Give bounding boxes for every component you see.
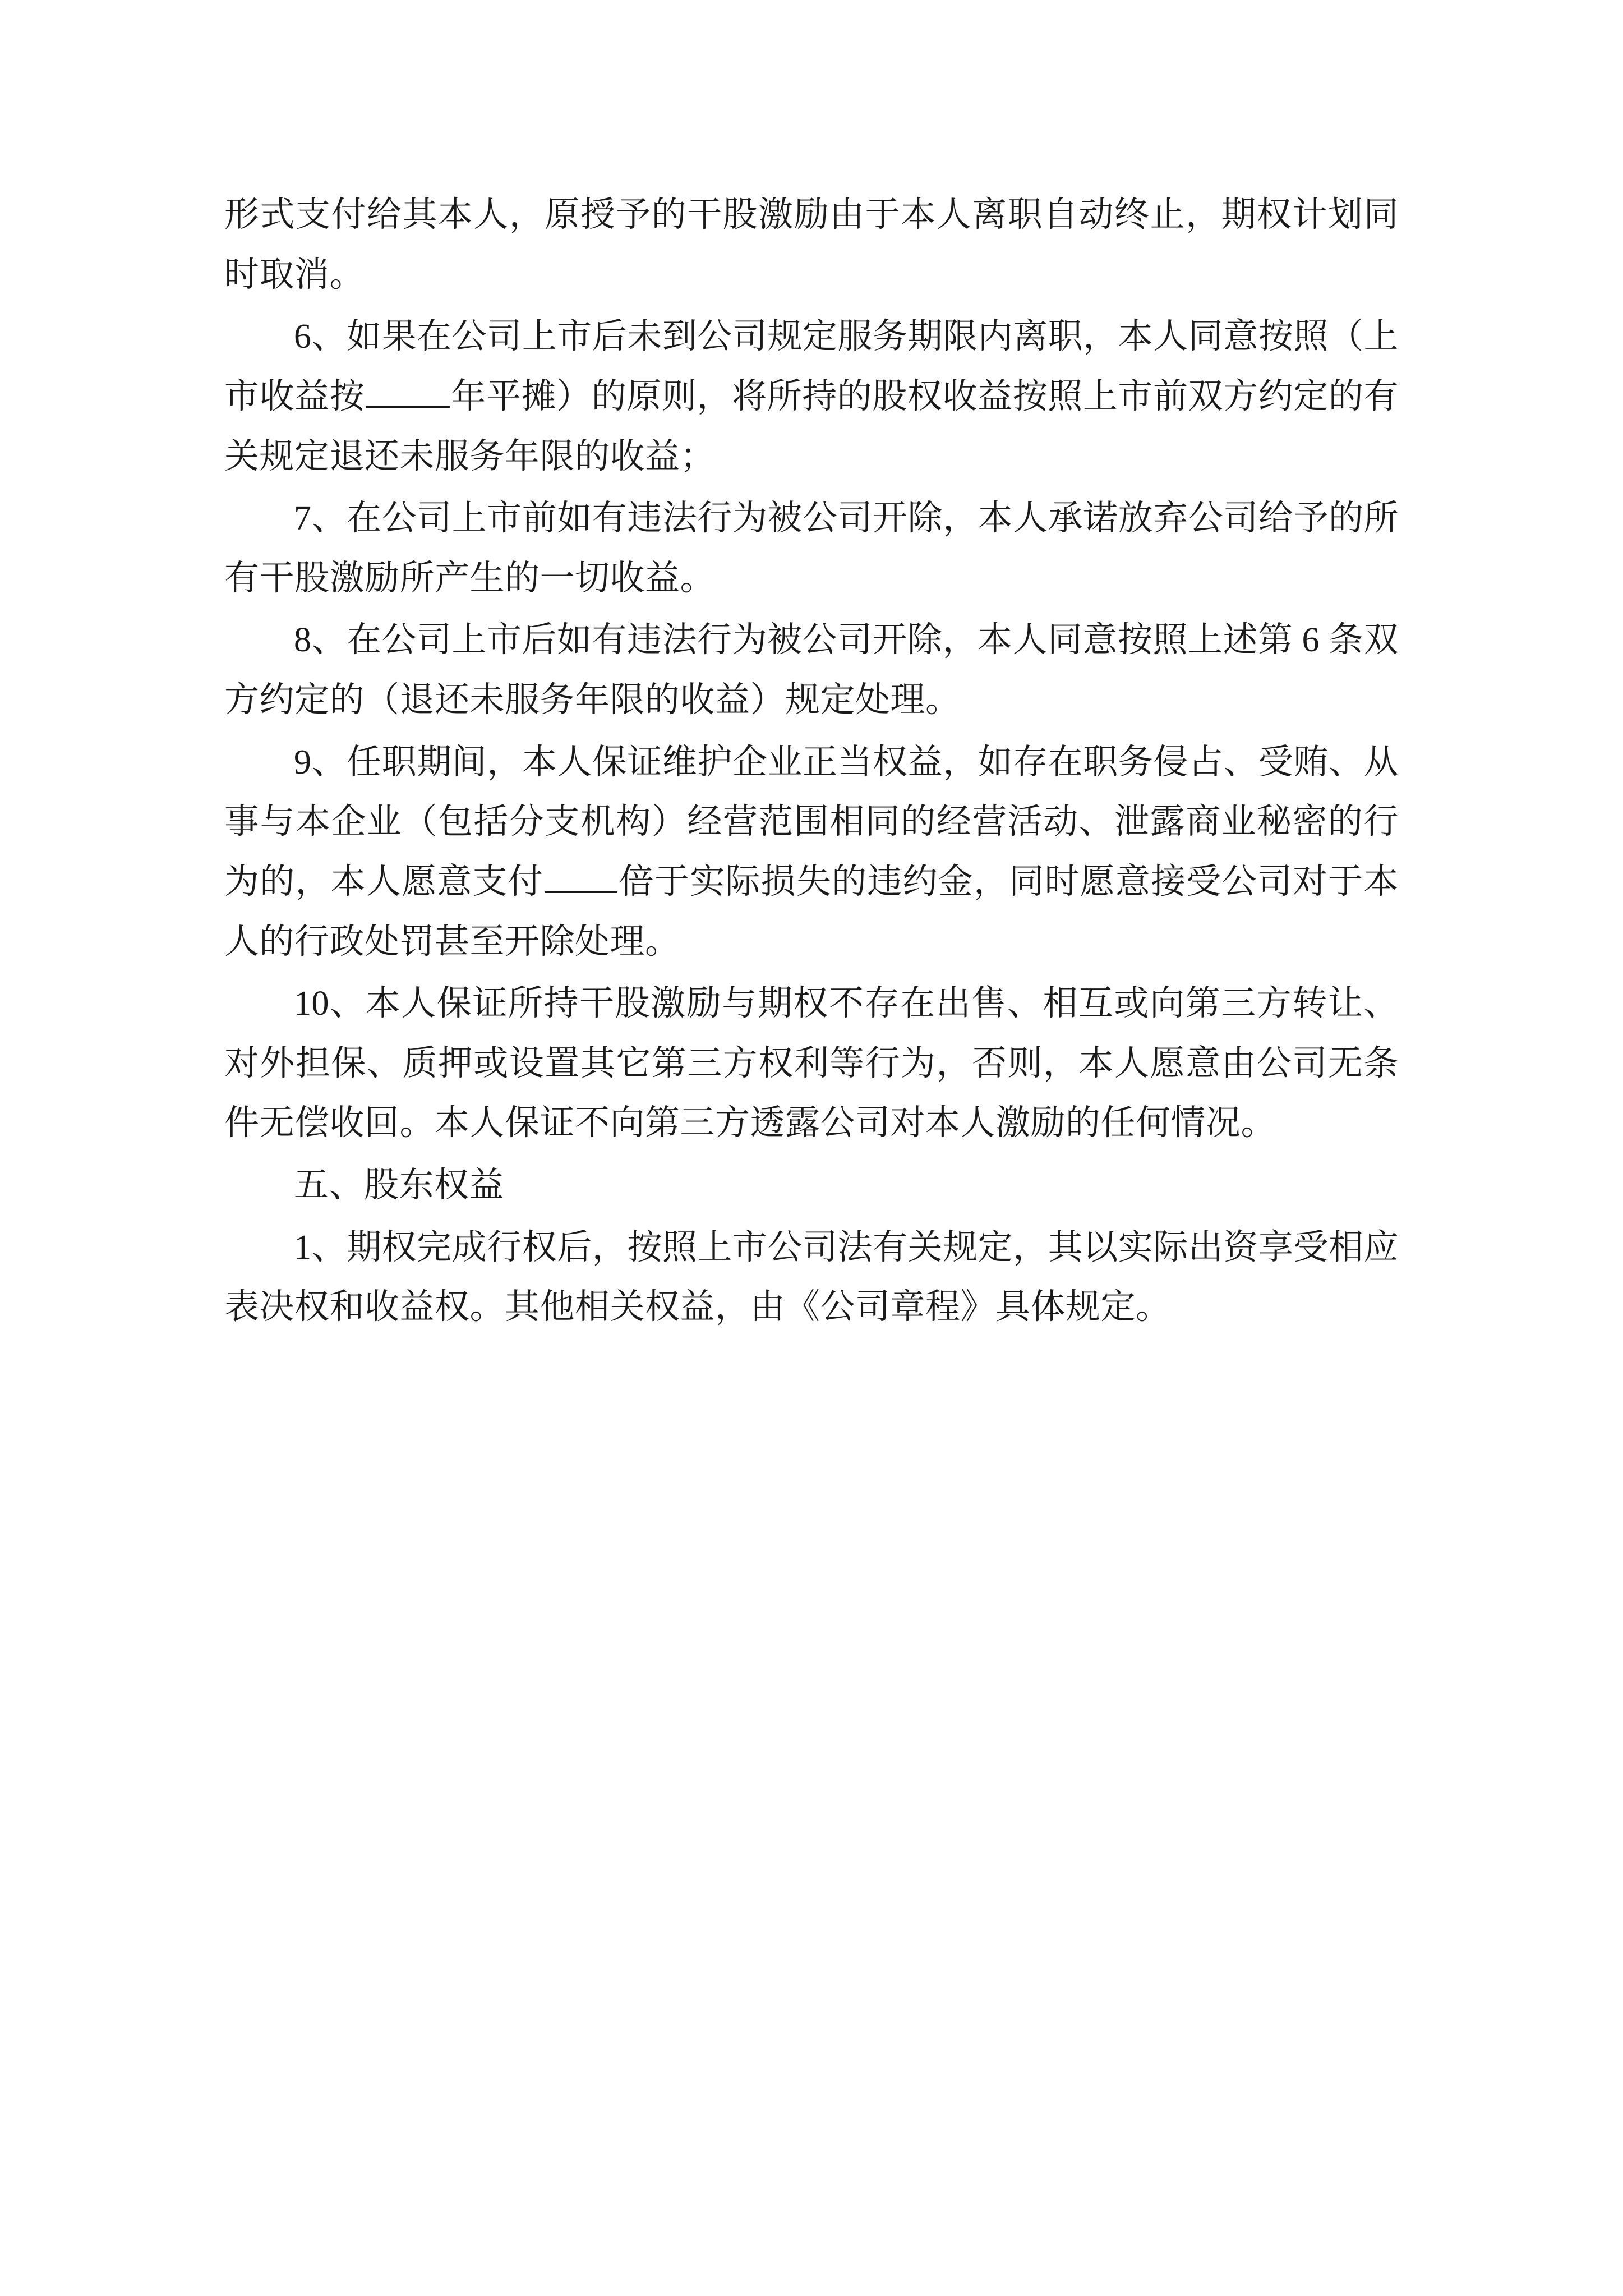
text-run: 形式支付给其本人，原授予的干股激励由于本人离职自动终止，期权计划同时取消。	[224, 196, 1399, 294]
p-item-6	[224, 307, 1399, 486]
p-item-7	[224, 489, 1399, 608]
p-item-10	[224, 974, 1399, 1153]
text-run: 五、股东权益	[294, 1166, 505, 1204]
text-run: 年平摊）的原则，将所持的股权收益按照上市前双方约定的有关规定退还未服务年限的收益；	[224, 377, 1399, 476]
p-continuation	[224, 185, 1399, 305]
text-run: 6、如果在公司上市后未到公司规定服务期限内离职，本人同意按照（上市收益按	[224, 318, 1399, 416]
p-item-9	[224, 733, 1399, 972]
p-five-item-1	[224, 1218, 1399, 1337]
document-body	[224, 185, 1399, 1337]
fill-in-blank[interactable]	[545, 891, 617, 893]
p-item-8	[224, 610, 1399, 730]
text-run: 9、任职期间，本人保证维护企业正当权益，如存在职务侵占、受贿、从事与本企业（包括分支机构）经营范围相同的经营活动、泄露商业秘密的行为的，本人愿意支付	[224, 743, 1399, 901]
text-run: 8、在公司上市后如有违法行为被公司开除，本人同意按照上述第 6 条双方约定的（退还未服务年限的收益）规定处理。	[224, 621, 1399, 719]
fill-in-blank[interactable]	[366, 406, 450, 408]
p-section-five	[224, 1156, 1399, 1216]
text-run: 10、本人保证所持干股激励与期权不存在出售、相互或向第三方转让、对外担保、质押或设置其它第三方权利等行为，否则，本人愿意由公司无条件无偿收回。本人保证不向第三方透露公司对本人激励的任何情况。	[224, 984, 1399, 1143]
text-run: 7、在公司上市前如有违法行为被公司开除，本人承诺放弃公司给予的所有干股激励所产生的一切收益。	[224, 499, 1399, 597]
text-run: 1、期权完成行权后，按照上市公司法有关规定，其以实际出资享受相应表决权和收益权。其他相关权益，由《公司章程》具体规定。	[224, 1228, 1399, 1327]
text-run: 倍于实际损失的违约金，同时愿意接受公司对于本人的行政处罚甚至开除处理。	[224, 862, 1399, 961]
